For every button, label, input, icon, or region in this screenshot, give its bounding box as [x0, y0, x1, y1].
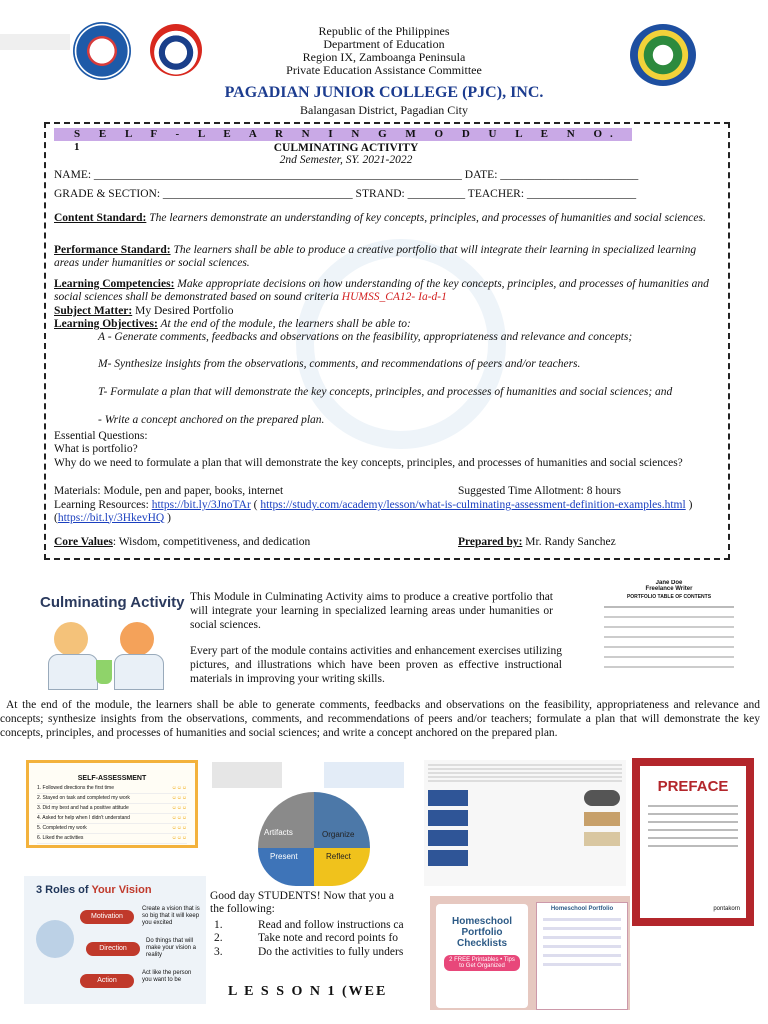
smiley-faces-icon: ☺☺☺ [171, 825, 187, 831]
role-direction-desc: Do things that will make your vision a reality [146, 938, 197, 958]
smiley-faces-icon: ☺☺☺ [171, 815, 187, 821]
role-motivation-desc: Create a vision that is so big that it will keep you excited [142, 906, 200, 926]
resource-link-3[interactable]: https://bit.ly/3HkevHQ [57, 511, 165, 524]
school-name: PAGADIAN JUNIOR COLLEGE (PJC), INC. [224, 84, 544, 101]
objective-write: - Write a concept anchored on the prepared plan. [98, 414, 325, 426]
module-title: CULMINATING ACTIVITY [273, 142, 419, 154]
learning-objectives: Learning Objectives: At the end of the module, the learners shall be able to: [54, 318, 411, 330]
vision-roles-thumbnail [24, 876, 206, 1004]
materials: Materials: Module, pen and paper, books, internet [54, 485, 284, 497]
instruction-number-2: 2. [214, 932, 223, 944]
role-action-desc: Act like the person you want to be [142, 970, 192, 983]
homeschool-checklist-thumbnail [430, 896, 630, 1010]
preface-thumbnail [632, 758, 754, 926]
scientists-illustration [40, 614, 170, 692]
performance-standard: Performance Standard: The learners shall be able to produce a creative portfolio that will integrate their learning in specialized learning areas under humanities or social sciences. [54, 244, 697, 269]
school-address: Balangasan District, Pagadian City [300, 103, 468, 117]
header-country: Republic of the Philippines [318, 24, 450, 38]
subject-matter: Subject Matter: My Desired Portfolio [54, 305, 234, 317]
learning-competencies: Learning Competencies: Make appropriate decisions on how understanding of the key concepts, principles, and processes of humanities and social sciences shall be demonstrated based on sound criteria HUMSS_CA12- Ia-d-1 [54, 278, 709, 303]
self-assessment-row [37, 784, 187, 794]
self-assessment-item: 6. Liked the activities [37, 835, 84, 841]
name-date-line: NAME: ________________________________________________________________ DATE: ________________________ [54, 169, 639, 181]
header-committee: Private Education Assistance Committee [286, 63, 482, 77]
essential-question-2: Why do we need to formulate a plan that will demonstrate the key concepts, principles, and processes of humanities and social sciences? [54, 457, 683, 469]
objective-a: A - Generate comments, feedbacks and observations on the feasibility, appropriateness and relevance and concepts; [98, 331, 633, 343]
cycle-artifacts: Artifacts [264, 828, 293, 837]
module-semester: 2nd Semester, SY. 2021-2022 [279, 154, 413, 166]
grade-strand-line: GRADE & SECTION: _________________________________ STRAND: __________ TEACHER: ___________________ [54, 188, 637, 200]
portfolio-cycle-thumbnail [208, 760, 420, 886]
header-region: Region IX, Zamboanga Peninsula [302, 50, 466, 64]
intro-paragraph-3: At the end of the module, the learners shall be able to generate comments, feedbacks and observations on the feasibility, appropriateness and relevance and concepts; synthesize insights from the observations, comments, and recommendations of peers and/or teachers; formulate a plan that will demonstrate the key concepts, principles, and processes of humanities and social sciences; and write a concept anchored on the prepared plan. [0, 699, 760, 739]
instruction-number-3: 3. [214, 946, 223, 958]
self-assessment-rows [37, 784, 187, 844]
objective-t: T- Formulate a plan that will demonstrate the key concepts, principles, and processes of humanities and social sciences; and [98, 386, 673, 398]
role-action: Action [80, 974, 134, 988]
essential-question-1: What is portfolio? [54, 443, 138, 455]
portfolio-examples-thumbnail [424, 760, 626, 886]
instruction-1: Read and follow instructions ca [258, 919, 404, 931]
self-assessment-row [37, 804, 187, 814]
core-values: Core Values: Wisdom, competitiveness, and dedication [54, 536, 311, 548]
vision-title: 3 Roles of Your Vision [36, 884, 152, 896]
instruction-number-1: 1. [214, 919, 223, 931]
self-assessment-item: 3. Did my best and had a positive attitude [37, 805, 129, 811]
content-standard: Content Standard: The learners demonstrate an understanding of key concepts, principles, and processes of humanities and social sciences. [54, 212, 706, 224]
lesson-heading: L E S S O N 1 (WEE [228, 984, 388, 999]
self-assessment-item: 5. Completed my work [37, 825, 87, 831]
self-assessment-row [37, 814, 187, 824]
self-assessment-thumbnail: SELF-ASSESSMENT 1. Followed directions the first time ☺☺☺ 2. Stayed on task and completed my work ☺☺☺ 3. Did my best and had a positive attitude ☺☺☺ 4. Asked for help when I didn't understand ☺☺☺ 5. Completed my work ☺☺☺ 6. Liked the activities ☺☺☺ [26, 760, 198, 848]
self-assessment-item: 4. Asked for help when I didn't understand [37, 815, 130, 821]
cycle-present: Present [270, 852, 298, 861]
smiley-faces-icon: ☺☺☺ [171, 785, 187, 791]
time-allotment: Suggested Time Allotment: 8 hours [458, 485, 621, 497]
homeschool-title: Homeschool Portfolio Checklists [451, 916, 512, 949]
module-info-box [44, 122, 730, 560]
smiley-faces-icon: ☺☺☺ [171, 835, 187, 841]
learning-resources: Learning Resources: https://bit.ly/3JnoTAr ( https://study.com/academy/lesson/what-is-culminating-assessment-definition-examples.html ) (https://bit.ly/3HkevHQ ) [54, 499, 693, 524]
self-assessment-row [37, 824, 187, 834]
self-assessment-row [37, 794, 187, 804]
homeschool-subtitle: 2 FREE Printables • Tips to Get Organized [444, 955, 520, 971]
preface-title: PREFACE [657, 778, 729, 795]
portfolio-toc-thumbnail: Jane Doe Freelance Writer PORTFOLIO TABLE OF CONTENTS [594, 580, 744, 700]
homeschool-tag: Homeschool Portfolio [550, 906, 614, 912]
resource-link-1[interactable]: https://bit.ly/3JnoTAr [151, 499, 251, 511]
role-direction: Direction [86, 942, 140, 956]
intro-paragraph-2: Every part of the module contains activities and enhancement exercises utilizing pictures, and illustrations which have been proven as effective instructional materials in improving your writing skills. [190, 645, 562, 685]
preface-signature: pontakorn [713, 906, 740, 912]
header-department: Department of Education [323, 37, 445, 51]
prepared-by: Prepared by: Mr. Randy Sanchez [458, 536, 616, 548]
instruction-2: Take note and record points fo [258, 932, 399, 944]
self-assessment-item: 1. Followed directions the first time [37, 785, 114, 791]
following-line: the following: [210, 903, 275, 915]
smiley-faces-icon: ☺☺☺ [171, 795, 187, 801]
cycle-organize: Organize [322, 830, 355, 839]
cycle-reflect: Reflect [326, 852, 351, 861]
self-assessment-row [37, 834, 187, 844]
intro-paragraph-1: This Module in Culminating Activity aims to produce a creative portfolio that will integrate your learning in specialized learning areas under humanities or social sciences. [190, 591, 553, 631]
culminating-activity-title: Culminating Activity [40, 594, 185, 611]
smiley-faces-icon: ☺☺☺ [171, 805, 187, 811]
instruction-3: Do the activities to fully unders [258, 946, 404, 958]
self-assessment-item: 2. Stayed on task and completed my work [37, 795, 130, 801]
essential-questions-label: Essential Questions: [54, 430, 148, 442]
objective-m: M- Synthesize insights from the observations, comments, and recommendations of peers and/or teachers. [98, 358, 581, 370]
module-banner: S E L F - L E A R N I N G M O D U L E N O. 1 [54, 128, 632, 141]
greeting-line: Good day STUDENTS! Now that you a [210, 890, 394, 902]
resource-link-2[interactable]: https://study.com/academy/lesson/what-is-culminating-assessment-definition-examples.html [260, 499, 686, 511]
role-motivation: Motivation [80, 910, 134, 924]
